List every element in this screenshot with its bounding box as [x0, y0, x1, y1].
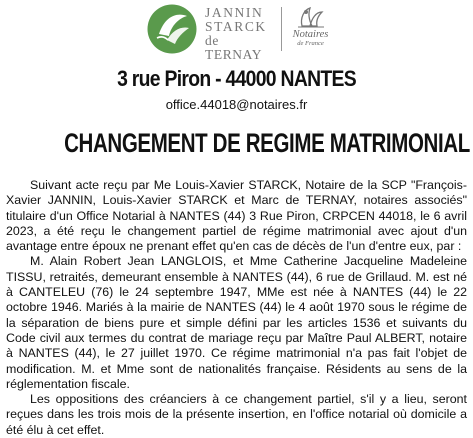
paragraph-3: Les oppositions des créanciers à ce changement partiel, s'il y a lieu, seront reçues dans les trois mois de la présente insertion, en l'office notarial où domicile a été élu à cet effet.	[6, 392, 467, 437]
header-divider	[281, 7, 282, 51]
firm-name-line2: STARCK	[205, 19, 267, 34]
paragraph-2: M. Alain Robert Jean LANGLOIS, et Mme Catherine Jacqueline Madeleine TISSU, retraités, demeurant ensemble à NANTES (44), 6 rue de Grillaud. M. est né à CANTELEU (76) le 24 septembre 1947, MMe est née à NANTES (44) le 22 octobre 1946. Mariés à la mairie de NANTES (44) le 4 août 1970 sous le régime de la séparation de biens pure et simple défini par les articles 1536 et suivants du Code civil aux termes du contrat de mariage reçu par Maître Paul ALBERT, notaire à NANTES (44), le 27 juillet 1970. Ce régime matrimonial n'a pas fait l'objet de modification. M. et Mme sont de nationalités française. Résidents au sens de la réglementation fiscale.	[6, 254, 467, 391]
paragraph-1: Suivant acte reçu par Me Louis-Xavier STARCK, Notaire de la SCP "François-Xavier JANNIN, Louis-Xavier STARCK et Marc de TERNAY, notaires associés" titulaire d'un Office Notarial à NANTES (44) 3 Rue Piron, CRPCEN 44018, le 6 avril 2023, a été reçu le changement partiel de régime matrimonial avec ajout d'un avantage entre époux ne prenant effet qu'en cas de décès de l'un d'entre eux, par :	[6, 178, 467, 254]
firm-name-line3: de TERNAY	[205, 33, 263, 62]
notaires-de-france-emblem-icon	[290, 4, 330, 30]
notaires-label-line1: Notaires	[292, 29, 329, 40]
firm-name-line1: JANNIN	[205, 5, 264, 20]
notice-title	[0, 128, 473, 159]
firm-name	[205, 6, 275, 62]
notice-body	[6, 178, 467, 438]
letterhead	[0, 0, 473, 62]
notaires-de-france-label	[283, 30, 338, 48]
firm-logo-icon	[147, 4, 197, 54]
notice-title-text: CHANGEMENT DE REGIME MATRIMONIAL	[64, 128, 470, 158]
notaires-label-line2: de France	[297, 40, 324, 47]
office-email: office.44018@notaires.fr	[165, 97, 308, 112]
office-address: 3 rue Piron - 44000 NANTES	[117, 66, 356, 91]
